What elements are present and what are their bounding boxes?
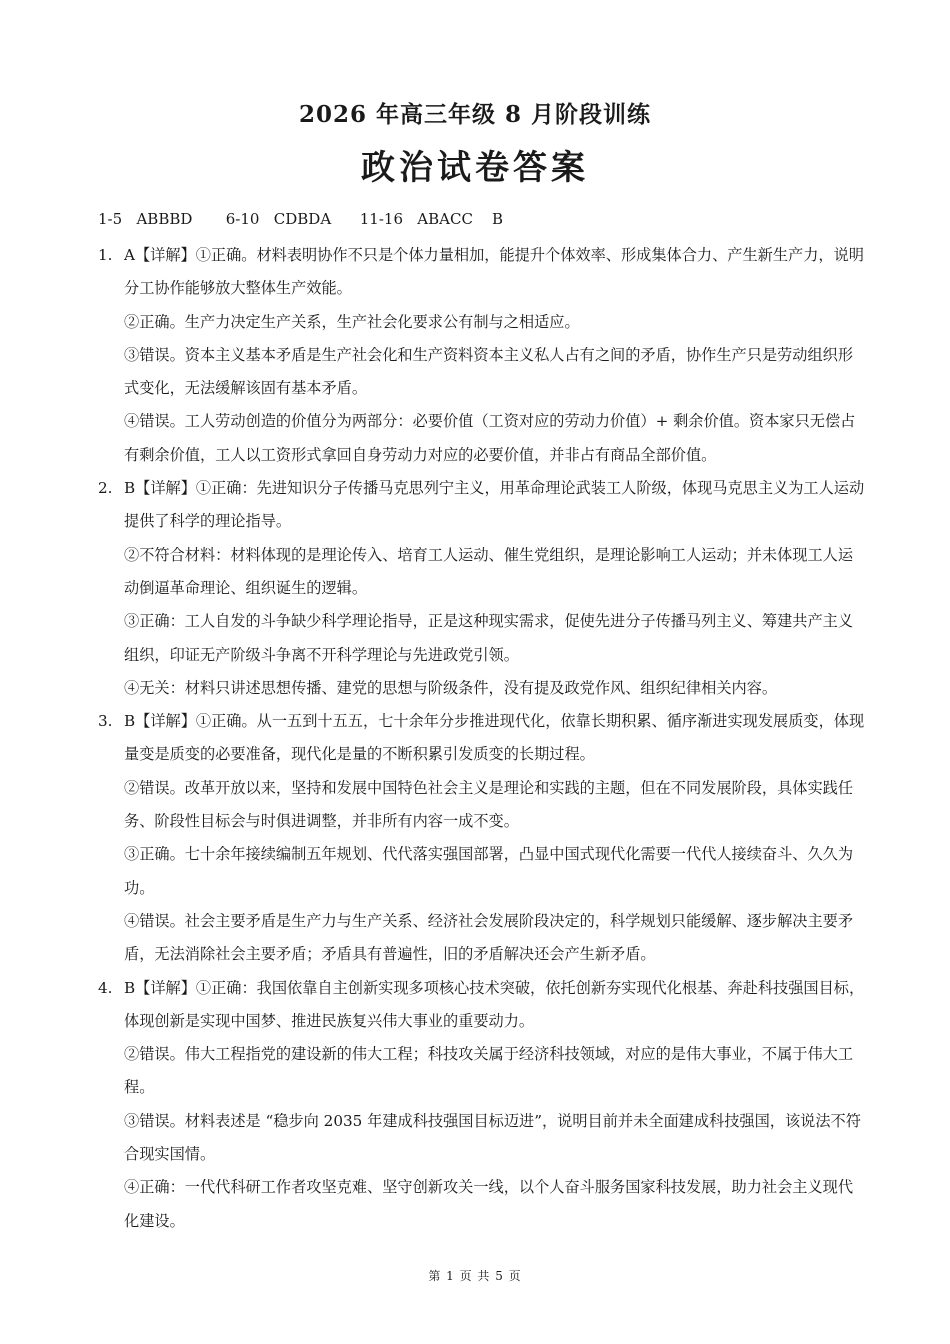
question-3-item-2: ②错误。改革开放以来，坚持和发展中国特色社会主义是理论和实践的主题，但在不同发展阶段，具体实践任务、阶段性目标会与时俱进调整，并非所有内容一成不变。 [124, 778, 853, 831]
page-footer: 第 1 页 共 5 页 [428, 1269, 522, 1283]
question-2-item-3: ③正确：工人自发的斗争缺少科学理论指导，正是这种现实需求，促使先进分子传播马列主义、筹建共产主义组织，印证无产阶级斗争离不开科学理论与先进政党引领。 [124, 612, 853, 664]
question-number: 4. [98, 978, 113, 997]
question-number: 1. [98, 246, 113, 264]
explanations [98, 239, 866, 1238]
question-1-item-3: ③错误。资本主义基本矛盾是生产社会化和生产资料资本主义私人占有之间的矛盾，协作生产只是劳动组织形式变化，无法缓解该固有基本矛盾。 [124, 345, 853, 398]
question-text: B【详解】①正确：先进知识分子传播马克思列宁主义，用革命理论武装工人阶级，体现马克思主义为工人运动提供了科学的理论指导。 [124, 479, 865, 531]
answer-key-line: 1-5 ABBBD 6-10 CDBDA 11-16 ABACC B [98, 210, 504, 228]
question-text: B【详解】①正确：我国依靠自主创新实现多项核心技术突破，依托创新夯实现代化根基、奔赴科技强国目标，体现创新是实现中国梦、推进民族复兴伟大事业的重要动力。 [124, 978, 865, 1030]
question-text: A【详解】①正确。材料表明协作不只是个体力量相加，能提升个体效率、形成集体合力、产生新生产力，说明分工协作能够放大整体生产效能。 [124, 246, 864, 298]
exam-subtitle: 政治试卷答案 [361, 148, 589, 188]
question-4-item-4: ④正确：一代代科研工作者攻坚克难、坚守创新攻关一线，以个人奋斗服务国家科技发展，助力社会主义现代化建设。 [124, 1178, 853, 1230]
question-2-item-4: ④无关：材料只讲述思想传播、建党的思想与阶级条件，没有提及政党作风、组织纪律相关内容。 [124, 678, 778, 697]
question-3-item-4: ④错误。社会主要矛盾是生产力与生产关系、经济社会发展阶段决定的，科学规划只能缓解、逐步解决主要矛盾，无法消除社会主要矛盾；矛盾具有普遍性，旧的矛盾解决还会产生新矛盾。 [124, 911, 853, 964]
exam-title: 2026 年高三年级 8 月阶段训练 [298, 101, 652, 128]
question-1-item-4: ④错误。工人劳动创造的价值分为两部分：必要价值（工资对应的劳动力价值）+ 剩余价值。资本家只无偿占有剩余价值，工人以工资形式拿回自身劳动力对应的必要价值，并非占有商品全部价值。 [124, 412, 856, 464]
question-text: B【详解】①正确。从一五到十五五，七十余年分步推进现代化，依靠长期积累、循序渐进实现发展质变，体现量变是质变的必要准备，现代化是量的不断积累引发质变的长期过程。 [124, 712, 865, 764]
question-2-first-line [98, 472, 866, 539]
question-4-item-3: ③错误。材料表述是 “稳步向 2035 年建成科技强国目标迈进”，说明目前并未全面建成科技强国，该说法不符合现实国情。 [124, 1111, 861, 1164]
question-number: 3. [98, 712, 113, 731]
question-2-item-2: ②不符合材料：材料体现的是理论传入、培育工人运动、催生党组织，是理论影响工人运动；并未体现工人运动倒逼革命理论、组织诞生的逻辑。 [124, 545, 853, 597]
question-3-first-line [98, 705, 866, 772]
question-4-first-line [98, 972, 866, 1039]
question-1-first-line [98, 239, 866, 306]
question-4-item-2: ②错误。伟大工程指党的建设新的伟大工程；科技攻关属于经济科技领域，对应的是伟大事业，不属于伟大工程。 [124, 1045, 853, 1097]
question-1-item-2: ②正确。生产力决定生产关系，生产社会化要求公有制与之相适应。 [124, 312, 580, 331]
question-number: 2. [98, 479, 113, 498]
question-3-item-3: ③正确。七十余年接续编制五年规划、代代落实强国部署，凸显中国式现代化需要一代代人接续奋斗、久久为功。 [124, 845, 853, 897]
